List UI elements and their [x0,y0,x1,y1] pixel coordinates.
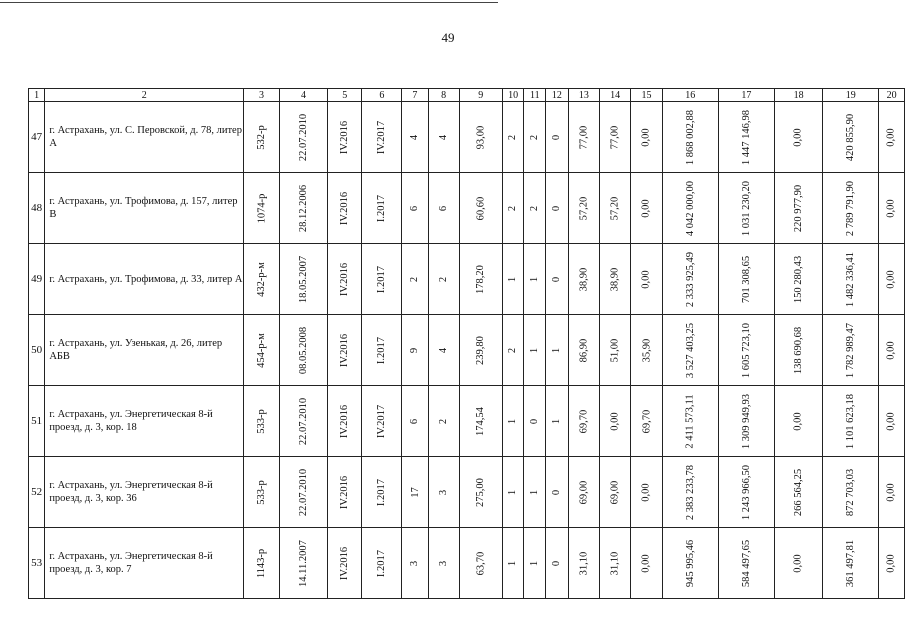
cell-value: IV.2016 [339,191,351,225]
cell-value: 1 447 146,98 [740,109,752,165]
cell-c10 [502,102,524,173]
table-row [29,173,905,244]
row-number-cell: 53 [29,528,45,599]
cell-value: 1 868 002,88 [684,109,696,165]
column-header: 9 [459,89,502,102]
cell-c14 [600,244,631,315]
cell-value: 1 [529,347,541,353]
cell-c6 [362,315,402,386]
cell-value: 1 [529,489,541,495]
cell-c17 [718,528,774,599]
cell-value: 945 995,46 [684,539,696,587]
cell-value: 86,90 [578,338,590,362]
cell-c9 [459,244,502,315]
cell-c14 [600,386,631,457]
cell-value: 69,70 [578,409,590,433]
cell-value: 361 497,81 [845,539,857,587]
cell-c13 [568,457,599,528]
cell-value: 57,20 [578,196,590,220]
cell-value: 0,00 [793,553,805,573]
cell-value: 2 789 791,90 [845,180,857,236]
cell-c15 [631,528,662,599]
cell-value: 0,00 [886,482,898,502]
cell-c17 [718,244,774,315]
cell-c14 [600,528,631,599]
cell-c6 [362,102,402,173]
cell-c19 [823,102,879,173]
column-header: 19 [823,89,879,102]
address-cell: г. Астрахань, ул. Узенькая, д. 26, литер АБВ [45,315,244,386]
cell-c10 [502,528,524,599]
table-row [29,102,905,173]
cell-c9 [459,315,502,386]
cell-value: I.2017 [376,549,388,577]
cell-value: I.2017 [376,265,388,293]
cell-value: 0,00 [886,553,898,573]
cell-value: 22.07.2010 [297,468,309,516]
cell-value: 0 [551,276,563,282]
cell-value: 3 527 403,25 [684,322,696,378]
cell-value: 0,00 [886,198,898,218]
cell-c17 [718,386,774,457]
column-header: 3 [244,89,280,102]
cell-value: I.2017 [376,336,388,364]
cell-c8 [428,102,459,173]
cell-value: 08.05.2008 [297,326,309,374]
cell-c15 [631,244,662,315]
cell-c18 [774,173,822,244]
cell-value: 1074-р [256,193,268,223]
cell-c20 [879,457,905,528]
cell-c6 [362,173,402,244]
cell-c9 [459,173,502,244]
column-header: 13 [568,89,599,102]
column-header: 10 [502,89,524,102]
cell-value: 1 [551,347,563,353]
cell-value: IV.2016 [339,475,351,509]
cell-c14 [600,102,631,173]
cell-c15 [631,173,662,244]
cell-c10 [502,244,524,315]
cell-value: 22.07.2010 [297,113,309,161]
cell-value: 0,00 [793,411,805,431]
cell-value: 0,00 [886,127,898,147]
cell-c5 [328,173,362,244]
cell-value: 1 243 966,50 [740,464,752,520]
cell-value: 220 977,90 [793,184,805,232]
cell-c19 [823,386,879,457]
cell-c16 [662,173,718,244]
cell-c20 [879,386,905,457]
cell-c17 [718,315,774,386]
page-number: 49 [441,30,455,45]
cell-c10 [502,173,524,244]
cell-c10 [502,386,524,457]
cell-c16 [662,386,718,457]
cell-c14 [600,457,631,528]
cell-value: 6 [438,205,450,211]
cell-c13 [568,528,599,599]
column-header: 18 [774,89,822,102]
cell-value: 266 564,25 [793,468,805,516]
cell-value: 31,10 [578,551,590,575]
cell-value: 1 [529,276,541,282]
cell-c7 [402,102,428,173]
cell-value: 1 [507,489,519,495]
cell-c13 [568,386,599,457]
cell-c16 [662,244,718,315]
row-number-cell: 52 [29,457,45,528]
table-row [29,386,905,457]
cell-c6 [362,528,402,599]
cell-c6 [362,244,402,315]
cell-c3 [244,102,280,173]
row-number-cell: 50 [29,315,45,386]
cell-c19 [823,315,879,386]
column-header: 11 [524,89,546,102]
column-header: 5 [328,89,362,102]
cell-value: 31,10 [609,551,621,575]
cell-c4 [279,386,327,457]
cell-value: 0,00 [641,198,653,218]
row-number-cell: 49 [29,244,45,315]
cell-value: 1 [507,560,519,566]
cell-value: 533-р [256,479,268,505]
cell-value: 51,00 [609,338,621,362]
column-header: 4 [279,89,327,102]
cell-c13 [568,315,599,386]
cell-value: 1 482 336,41 [845,251,857,307]
cell-value: 2 411 573,11 [684,393,696,449]
cell-value: IV.2016 [339,333,351,367]
cell-value: IV.2017 [376,404,388,438]
cell-c16 [662,457,718,528]
cell-value: 38,90 [609,267,621,291]
cell-c6 [362,457,402,528]
cell-value: 63,70 [475,551,487,575]
cell-c16 [662,102,718,173]
cell-value: 533-р [256,408,268,434]
cell-value: 1 782 989,47 [845,322,857,378]
cell-value: 17 [409,486,421,498]
cell-c18 [774,528,822,599]
column-header: 20 [879,89,905,102]
cell-c3 [244,457,280,528]
cell-value: 28.12.2006 [297,184,309,232]
cell-value: 2 333 925,49 [684,251,696,307]
column-header: 1 [29,89,45,102]
cell-value: 93,00 [475,125,487,149]
cell-value: 69,00 [578,480,590,504]
cell-value: 4 [409,134,421,140]
cell-c17 [718,102,774,173]
cell-value: 1143-р [256,548,268,578]
cell-c20 [879,315,905,386]
cell-c19 [823,457,879,528]
cell-value: 35,90 [641,338,653,362]
cell-c7 [402,173,428,244]
cell-c9 [459,386,502,457]
column-header: 15 [631,89,662,102]
cell-value: 584 497,65 [740,539,752,587]
cell-c11 [524,457,546,528]
cell-c7 [402,386,428,457]
cell-c12 [546,173,569,244]
cell-value: 4 [438,347,450,353]
cell-c13 [568,173,599,244]
row-number-cell: 48 [29,173,45,244]
cell-value: 1 605 723,10 [740,322,752,378]
cell-c8 [428,315,459,386]
cell-value: 2 [507,134,519,140]
address-cell: г. Астрахань, ул. Трофимова, д. 33, литер А [45,244,244,315]
cell-c7 [402,244,428,315]
cell-c14 [600,315,631,386]
cell-value: 0,00 [641,482,653,502]
cell-c15 [631,102,662,173]
cell-c8 [428,386,459,457]
cell-value: 0,00 [886,411,898,431]
cell-value: 0,00 [886,269,898,289]
cell-c9 [459,528,502,599]
cell-value: 432-р-м [256,261,268,297]
cell-c3 [244,528,280,599]
cell-value: 138 690,68 [793,326,805,374]
cell-c13 [568,102,599,173]
cell-c5 [328,244,362,315]
cell-c9 [459,102,502,173]
cell-c18 [774,102,822,173]
cell-c15 [631,315,662,386]
cell-value: I.2017 [376,478,388,506]
cell-c9 [459,457,502,528]
cell-c13 [568,244,599,315]
cell-value: 2 383 233,78 [684,464,696,520]
column-header: 16 [662,89,718,102]
cell-c7 [402,457,428,528]
cell-value: 701 308,65 [740,255,752,303]
cell-value: 4 042 000,00 [684,180,696,236]
cell-c5 [328,457,362,528]
cell-value: IV.2016 [339,120,351,154]
cell-c12 [546,528,569,599]
cell-c17 [718,173,774,244]
cell-c19 [823,528,879,599]
cell-value: 0,00 [641,553,653,573]
cell-c18 [774,315,822,386]
table-row [29,315,905,386]
cell-c4 [279,244,327,315]
cell-c11 [524,315,546,386]
cell-value: 239,80 [475,335,487,365]
cell-value: 0,00 [641,127,653,147]
row-number-cell: 51 [29,386,45,457]
cell-value: 38,90 [578,267,590,291]
cell-value: 0 [551,489,563,495]
cell-value: 2 [438,418,450,424]
cell-c5 [328,102,362,173]
top-rule [0,2,498,3]
cell-value: IV.2016 [339,546,351,580]
cell-c4 [279,315,327,386]
header-row [29,89,905,102]
cell-c4 [279,457,327,528]
column-header: 12 [546,89,569,102]
address-cell: г. Астрахань, ул. Энергетическая 8-й проезд, д. 3, кор. 36 [45,457,244,528]
cell-c11 [524,173,546,244]
cell-value: 0 [529,418,541,424]
cell-value: 0,00 [609,411,621,431]
column-header: 2 [45,89,244,102]
cell-c8 [428,173,459,244]
cell-c10 [502,457,524,528]
cell-value: 1 101 623,18 [845,393,857,449]
cell-value: 178,20 [475,264,487,294]
cell-value: 1 309 949,93 [740,393,752,449]
cell-c11 [524,528,546,599]
cell-c4 [279,173,327,244]
cell-value: 0,00 [886,340,898,360]
cell-value: 69,00 [609,480,621,504]
cell-value: 2 [529,134,541,140]
address-cell: г. Астрахань, ул. Энергетическая 8-й проезд, д. 3, кор. 7 [45,528,244,599]
cell-c3 [244,315,280,386]
cell-value: 1 [529,560,541,566]
cell-value: 275,00 [475,477,487,507]
column-header: 17 [718,89,774,102]
cell-c5 [328,386,362,457]
cell-c17 [718,457,774,528]
column-header: 6 [362,89,402,102]
cell-c20 [879,244,905,315]
cell-c18 [774,457,822,528]
cell-c18 [774,386,822,457]
cell-value: 77,00 [609,125,621,149]
cell-c7 [402,315,428,386]
cell-value: 0 [551,560,563,566]
data-table [28,88,905,599]
cell-c12 [546,386,569,457]
address-cell: г. Астрахань, ул. С. Перовской, д. 78, литер А [45,102,244,173]
column-header: 14 [600,89,631,102]
cell-value: 150 280,43 [793,255,805,303]
cell-c12 [546,244,569,315]
cell-c7 [402,528,428,599]
table-row [29,457,905,528]
cell-c3 [244,173,280,244]
cell-value: 60,60 [475,196,487,220]
cell-c5 [328,315,362,386]
cell-c14 [600,173,631,244]
cell-c20 [879,102,905,173]
cell-c11 [524,386,546,457]
cell-value: 6 [409,205,421,211]
cell-value: 1 031 230,20 [740,180,752,236]
cell-c15 [631,457,662,528]
table-row [29,244,905,315]
cell-value: 9 [409,347,421,353]
cell-value: 872 703,03 [845,468,857,516]
table-row [29,528,905,599]
cell-value: 3 [438,560,450,566]
cell-value: 77,00 [578,125,590,149]
cell-c3 [244,244,280,315]
cell-c16 [662,315,718,386]
cell-c4 [279,102,327,173]
cell-value: 532-р [256,124,268,150]
cell-value: 3 [409,560,421,566]
cell-value: 18.05.2007 [297,255,309,303]
cell-value: 454-р-м [256,332,268,368]
column-header: 8 [428,89,459,102]
cell-value: 1 [507,276,519,282]
cell-value: I.2017 [376,194,388,222]
cell-value: 420 855,90 [845,113,857,161]
cell-c19 [823,244,879,315]
cell-value: 6 [409,418,421,424]
cell-c12 [546,457,569,528]
cell-value: IV.2016 [339,404,351,438]
cell-c5 [328,528,362,599]
cell-c18 [774,244,822,315]
cell-value: 0 [551,205,563,211]
cell-c11 [524,244,546,315]
cell-c3 [244,386,280,457]
cell-c8 [428,244,459,315]
cell-value: 1 [551,418,563,424]
cell-value: 1 [507,418,519,424]
cell-c19 [823,173,879,244]
cell-value: 69,70 [641,409,653,433]
address-cell: г. Астрахань, ул. Трофимова, д. 157, литер В [45,173,244,244]
cell-value: 22.07.2010 [297,397,309,445]
cell-c10 [502,315,524,386]
cell-value: 4 [438,134,450,140]
cell-value: 57,20 [609,196,621,220]
column-header: 7 [402,89,428,102]
cell-value: 3 [438,489,450,495]
cell-value: 0 [551,134,563,140]
cell-value: 2 [507,347,519,353]
cell-value: 2 [409,276,421,282]
cell-c4 [279,528,327,599]
cell-value: 0,00 [641,269,653,289]
cell-c12 [546,102,569,173]
cell-value: 2 [438,276,450,282]
cell-value: 14.11.2007 [297,539,309,587]
cell-value: 174,54 [475,406,487,436]
row-number-cell: 47 [29,102,45,173]
cell-c11 [524,102,546,173]
cell-value: 2 [507,205,519,211]
cell-c12 [546,315,569,386]
cell-value: IV.2017 [376,120,388,154]
cell-value: 2 [529,205,541,211]
cell-c15 [631,386,662,457]
cell-c8 [428,457,459,528]
cell-c8 [428,528,459,599]
cell-c20 [879,173,905,244]
cell-value: IV.2016 [339,262,351,296]
cell-c20 [879,528,905,599]
cell-c6 [362,386,402,457]
address-cell: г. Астрахань, ул. Энергетическая 8-й проезд, д. 3, кор. 18 [45,386,244,457]
cell-value: 0,00 [793,127,805,147]
cell-c16 [662,528,718,599]
